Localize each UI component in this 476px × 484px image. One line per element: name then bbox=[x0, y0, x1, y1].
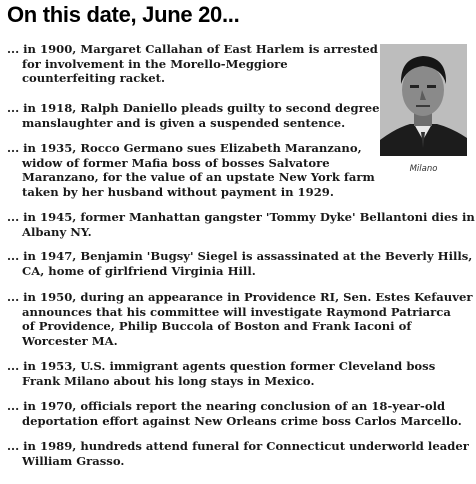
entry-line: ... in 1900, Margaret Callahan of East Harlem is arrested bbox=[7, 42, 378, 56]
entry-line: ... in 1945, former Manhattan gangster 'Tommy Dyke' Bellantoni dies in bbox=[7, 210, 475, 224]
entry-line: announces that his committee will investigate Raymond Patriarca bbox=[22, 304, 451, 319]
entry-1989 bbox=[7, 439, 469, 468]
entry-1953 bbox=[7, 359, 435, 388]
entry-line: ... in 1950, during an appearance in Providence RI, Sen. Estes Kefauver bbox=[7, 290, 473, 304]
entry-line: widow of former Mafia boss of bosses Salvatore bbox=[22, 155, 330, 170]
page-title: On this date, June 20... bbox=[7, 2, 240, 27]
entry-line: Albany NY. bbox=[22, 224, 92, 239]
entry-line: counterfeiting racket. bbox=[22, 71, 166, 85]
entry-line: Frank Milano about his long stays in Mexico. bbox=[22, 373, 315, 388]
entry-1945 bbox=[7, 210, 475, 239]
portrait-illustration bbox=[380, 44, 467, 156]
entry-line: manslaughter and is given a suspended sentence. bbox=[22, 115, 346, 130]
entry-line: ... in 1989, hundreds attend funeral for Connecticut underworld leader bbox=[7, 439, 469, 453]
entry-1935 bbox=[7, 141, 375, 199]
entry-1918 bbox=[7, 101, 379, 130]
entry-line: deportation effort against New Orleans crime boss Carlos Marcello. bbox=[22, 413, 462, 428]
entry-line: for involvement in the Morello-Meggiore bbox=[22, 56, 288, 71]
entry-1950 bbox=[7, 290, 472, 348]
entry-line: of Providence, Philip Buccola of Boston and Frank Iaconi of bbox=[22, 319, 412, 333]
entry-1947 bbox=[7, 249, 472, 278]
entry-1970 bbox=[7, 399, 462, 428]
photo-caption: Milano bbox=[409, 164, 438, 174]
portrait-photo bbox=[380, 44, 467, 156]
entry-line: taken by her husband without payment in 1929. bbox=[22, 184, 334, 199]
entry-line: Worcester MA. bbox=[22, 333, 118, 348]
entry-line: ... in 1918, Ralph Daniello pleads guilty to second degree bbox=[7, 101, 380, 115]
entry-line: ... in 1935, Rocco Germano sues Elizabeth Maranzano, bbox=[7, 141, 362, 155]
entry-line: William Grasso. bbox=[22, 453, 125, 468]
entry-line: Maranzano, for the value of an upstate New York farm bbox=[22, 170, 375, 184]
entry-1900 bbox=[7, 42, 378, 86]
entry-line: ... in 1947, Benjamin 'Bugsy' Siegel is assassinated at the Beverly Hills, bbox=[7, 249, 473, 263]
entry-line: CA, home of girlfriend Virginia Hill. bbox=[22, 263, 256, 278]
entry-line: ... in 1953, U.S. immigrant agents question former Cleveland boss bbox=[7, 359, 436, 373]
entry-line: ... in 1970, officials report the nearing conclusion of an 18-year-old bbox=[7, 399, 446, 413]
